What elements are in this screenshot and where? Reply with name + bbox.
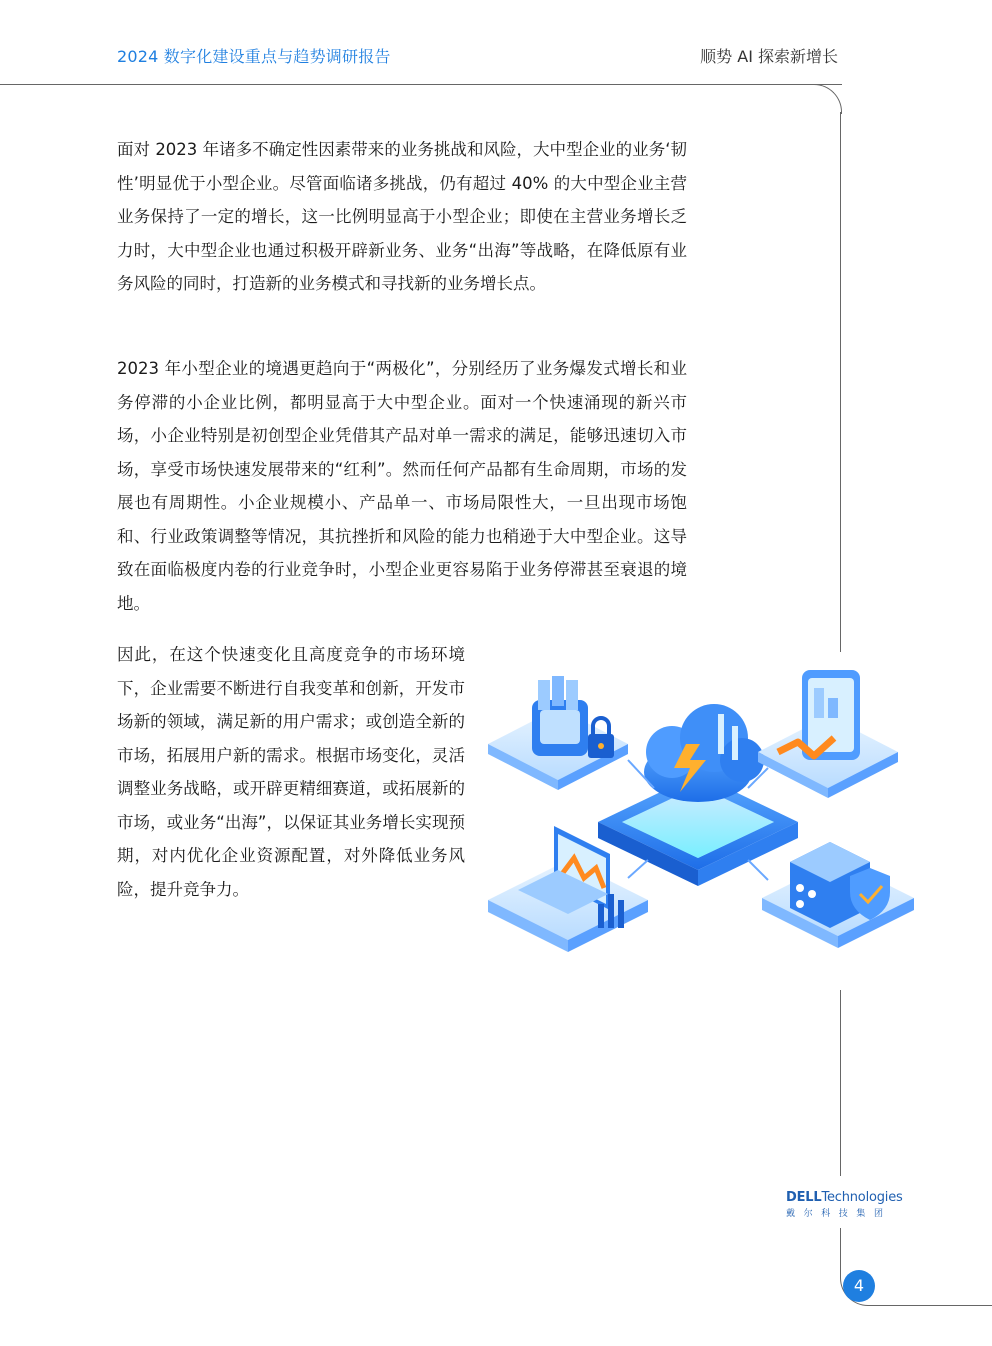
paragraph-3: 因此，在这个快速变化且高度竞争的市场环境下，企业需要不断进行自我变革和创新，开发市场新的领域，满足新的用户需求；或创造全新的市场，拓展用户新的需求。根据市场变化，灵活调整业务战略，或开辟更精细赛道，或拓展新的市场，或业务“出海”，以保证其业务增长实现预期，对内优化企业资源配置，对外降低业务风险，提升竞争力。	[117, 645, 465, 899]
dell-technologies-logo	[786, 1190, 903, 1219]
page-frame-right-lower	[840, 1228, 841, 1278]
logo-brand-line: DELLTechnologies	[786, 1190, 903, 1205]
page-frame-bottom	[870, 1305, 992, 1306]
cloud-icon	[644, 704, 764, 802]
page-number: 4	[843, 1270, 875, 1302]
cloud-network-illustration	[478, 664, 918, 982]
page-frame-corner	[812, 84, 842, 114]
paragraph-1: 面对 2023 年诸多不确定性因素带来的业务挑战和风险，大中型企业的业务‘韧性’明显优于小型企业。尽管面临诸多挑战，仍有超过 40% 的大中型企业主营业务保持了一定的增长，这一比例明显高于小型企业；即使在主营业务增长乏力时，大中型企业也通过积极开辟新业务、业务“出海”等战略，在降低原有业务风险的同时，打造新的业务模式和寻找新的业务增长点。	[117, 140, 687, 293]
mobile-chart-icon	[758, 670, 898, 798]
page-frame-right-upper	[840, 112, 841, 652]
logo-chinese-name: 戴尔科技集团	[786, 1209, 892, 1219]
server-shield-icon	[762, 842, 914, 948]
paragraph-2: 2023 年小型企业的境遇更趋向于“两极化”，分别经历了业务爆发式增长和业务停滞的小企业比例，都明显高于大中型企业。面对一个快速涌现的新兴市场，小企业特别是初创型企业凭借其产品对单一需求的满足，能够迅速切入市场，享受市场快速发展带来的“红利”。然而任何产品都有生命周期，市场的发展也有周期性。小企业规模小、产品单一、市场局限性大，一旦出现市场饱和、行业政策调整等情况，其抗挫折和风险的能力也稍逊于大中型企业。这导致在面临极度内卷的行业竞争时，小型企业更容易陷于业务停滞甚至衰退的境地。	[117, 359, 687, 613]
page-frame-top	[0, 84, 842, 85]
header-slogan: 顺势 AI 探索新增长	[700, 47, 838, 66]
report-title: 2024 数字化建设重点与趋势调研报告	[117, 47, 391, 66]
page-frame-right-middle	[840, 990, 841, 1176]
lock-folder-icon	[488, 676, 628, 790]
